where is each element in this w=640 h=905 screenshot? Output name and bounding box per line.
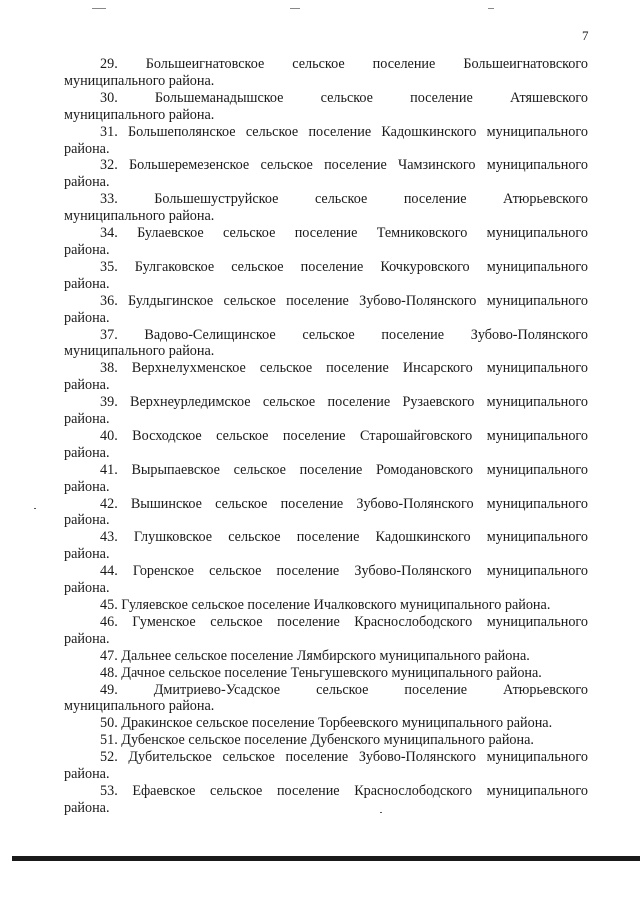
list-item-word: поселение <box>300 258 364 275</box>
list-item-line <box>64 259 588 276</box>
list-item-continuation: муниципального района. <box>64 72 215 89</box>
list-item-word: Большеполянское <box>128 123 236 140</box>
list-item-number: 42. <box>100 495 118 512</box>
list-item-word: поселение <box>294 225 358 242</box>
list-item-continuation: муниципального района. <box>64 106 215 123</box>
list-item-line <box>64 563 588 580</box>
list-item-line <box>64 783 588 800</box>
list-item-word: Ромодановского <box>376 461 474 478</box>
list-item-line <box>64 157 588 174</box>
list-item-word: Гуменское <box>132 613 196 630</box>
list-item-continuation: района. <box>64 377 110 394</box>
list-item <box>64 529 588 563</box>
list-item-word: сельское <box>314 191 368 208</box>
list-item <box>64 394 588 428</box>
list-item-word: Зубово-Полянского <box>354 563 472 580</box>
list-item-number: 39. <box>100 394 118 411</box>
list-item-word: сельское <box>262 394 316 411</box>
list-item-word: сельское <box>260 157 313 174</box>
list-item <box>64 563 588 597</box>
list-item-word: муниципального <box>486 394 588 411</box>
list-item-continuation: муниципального района. <box>64 208 215 225</box>
list-item-word: поселение <box>327 394 391 411</box>
list-item-continuation: района. <box>64 309 110 326</box>
list-item-word: Большешуструйское <box>154 191 279 208</box>
list-item-text: 45. Гуляевское сельское поселение Ичалковского муниципального района. <box>100 597 551 613</box>
list-item-word: Старошайговского <box>360 427 473 444</box>
list-item-word: муниципального <box>486 292 588 309</box>
list-item-word: муниципального <box>486 427 588 444</box>
list-item-word: Дмитриево-Усадское <box>153 681 281 698</box>
list-item-word: сельское <box>210 782 263 799</box>
list-item-number: 36. <box>100 292 118 309</box>
list-item <box>64 56 588 90</box>
list-item-text: 50. Дракинское сельское поселение Торбеевского муниципального района. <box>100 715 553 732</box>
list-item-line <box>64 360 588 377</box>
list-item-continuation: муниципального района. <box>64 343 215 360</box>
list-item <box>64 597 588 614</box>
list-item-word: муниципального <box>486 157 588 174</box>
list-item-word: муниципального <box>486 749 588 766</box>
list-item <box>64 293 588 327</box>
list-item-number: 34. <box>100 225 118 242</box>
list-item-word: поселение <box>372 56 436 72</box>
list-item-word: поселение <box>277 613 340 630</box>
list-item-word: Булаевское <box>137 225 204 242</box>
list-item-line <box>64 90 588 107</box>
list-item <box>64 614 588 648</box>
list-item-line <box>64 529 588 546</box>
list-item-word: Вышинское <box>130 495 202 512</box>
list-item-word: Рузаевского <box>402 394 475 411</box>
list-item-continuation: района. <box>64 766 110 783</box>
list-item <box>64 462 588 496</box>
list-item-line <box>64 682 588 699</box>
list-item-word: Инсарского <box>402 360 473 377</box>
list-item <box>64 648 588 665</box>
list-item-text: 47. Дальнее сельское поселение Лямбирского муниципального района. <box>100 647 530 664</box>
list-item-number: 49. <box>100 681 118 698</box>
list-item-word: сельское <box>316 681 369 698</box>
list-item-word: Горенское <box>132 563 194 580</box>
list-item-number: 40. <box>100 427 118 444</box>
list-item-word: поселение <box>410 89 473 106</box>
list-item-word: сельское <box>209 563 262 580</box>
list-item-number: 35. <box>100 258 118 275</box>
list-item-word: Зубово-Полянского <box>356 495 474 512</box>
list-item-word: Темниковского <box>376 225 468 242</box>
list-item-word: Глушковское <box>133 529 213 546</box>
list-item-line <box>64 124 588 141</box>
list-item-word: муниципального <box>486 563 588 580</box>
list-item-continuation: района. <box>64 580 110 597</box>
list-item-number: 46. <box>100 613 118 630</box>
page-number: 7 <box>582 28 589 43</box>
scan-artifact-mark <box>92 8 106 9</box>
list-item-number: 31. <box>100 123 118 140</box>
list-item <box>64 715 588 732</box>
settlement-list <box>64 56 588 817</box>
list-item <box>64 665 588 682</box>
list-item-word: муниципального <box>486 529 588 546</box>
list-item-word: сельское <box>231 258 284 275</box>
list-item-word: Кадошкинского <box>381 123 477 140</box>
list-item-word: поселение <box>282 427 346 444</box>
list-item-word: Кочкуровского <box>380 258 470 275</box>
list-item-word: поселение <box>299 461 363 478</box>
list-item-word: сельское <box>216 427 269 444</box>
list-item <box>64 124 588 158</box>
list-item-continuation: района. <box>64 444 110 461</box>
list-item <box>64 783 588 817</box>
list-item-continuation: района. <box>64 174 110 191</box>
list-item-word: Большеигнатовское <box>145 56 265 72</box>
list-item-word: поселение <box>276 782 340 799</box>
list-item-word: сельское <box>215 495 268 512</box>
list-item-continuation: района. <box>64 140 110 157</box>
list-item-word: муниципального <box>486 613 588 630</box>
list-item-word: поселение <box>276 563 340 580</box>
list-item-continuation: района. <box>64 241 110 258</box>
list-item-word: сельское <box>259 360 313 377</box>
list-item-word: поселение <box>381 326 445 343</box>
list-item-word: сельское <box>292 56 345 72</box>
list-item-word: Атюрьевского <box>503 191 588 208</box>
list-item-word: Кадошкинского <box>375 529 471 546</box>
scan-artifact-mark <box>290 8 300 9</box>
list-item <box>64 259 588 293</box>
list-item-number: 29. <box>100 56 118 72</box>
list-item-number: 43. <box>100 529 118 546</box>
list-item-word: поселение <box>404 681 468 698</box>
scan-speck <box>380 812 382 813</box>
list-item-word: Атяшевского <box>509 89 588 106</box>
list-item-word: поселение <box>296 529 360 546</box>
list-item-line <box>64 614 588 631</box>
list-item-word: Большеигнатовского <box>463 56 588 72</box>
list-item-continuation: района. <box>64 799 110 816</box>
list-item-word: Верхнеурледимское <box>130 394 251 411</box>
list-item <box>64 496 588 530</box>
list-item-line <box>64 225 588 242</box>
list-item-number: 37. <box>100 326 118 343</box>
list-item-text: 51. Дубенское сельское поселение Дубенского муниципального района. <box>100 732 534 749</box>
list-item-word: поселение <box>403 191 467 208</box>
list-item-continuation: района. <box>64 275 110 292</box>
list-item-word: Верхнелухменское <box>131 360 246 377</box>
list-item <box>64 428 588 462</box>
list-item <box>64 157 588 191</box>
list-item-line <box>64 327 588 344</box>
list-item-line <box>64 496 588 513</box>
list-item-line <box>64 749 588 766</box>
list-item-word: Восходское <box>132 427 202 444</box>
list-item-word: Вырыпаевское <box>131 461 220 478</box>
list-item-continuation: района. <box>64 512 110 529</box>
list-item-word: сельское <box>320 89 373 106</box>
list-item-number: 38. <box>100 360 118 377</box>
list-item-text: 48. Дачное сельское поселение Теньгушевского муниципального района. <box>100 664 542 681</box>
list-item-word: муниципального <box>486 258 588 275</box>
list-item <box>64 327 588 361</box>
scan-artifact-mark <box>488 8 494 9</box>
list-item-word: муниципального <box>486 225 588 242</box>
list-item <box>64 191 588 225</box>
list-item <box>64 732 588 749</box>
list-item-line <box>64 462 588 479</box>
list-item-continuation: района. <box>64 478 110 495</box>
list-item-continuation: района. <box>64 546 110 563</box>
scan-speck <box>34 508 36 509</box>
list-item-word: сельское <box>302 326 355 343</box>
list-item-word: поселение <box>286 292 349 309</box>
list-item-word: муниципального <box>486 461 588 478</box>
list-item-word: поселение <box>326 360 389 377</box>
list-item-word: муниципального <box>486 360 588 377</box>
list-item-word: сельское <box>228 529 281 546</box>
list-item-word: Краснослободского <box>354 613 473 630</box>
list-item-word: Вадово-Селищинское <box>144 326 276 343</box>
list-item-word: сельское <box>245 123 299 140</box>
list-item-word: муниципального <box>486 782 588 799</box>
list-item-word: сельское <box>222 749 275 766</box>
list-item-number: 32. <box>100 157 118 174</box>
list-item-continuation: района. <box>64 630 110 647</box>
list-item-line <box>64 293 588 310</box>
list-item-word: сельское <box>233 461 286 478</box>
list-item-word: Большеманадышское <box>154 89 284 106</box>
list-item-word: Чамзинского <box>398 157 476 174</box>
list-item-word: Зубово-Полянского <box>358 749 477 766</box>
list-item-line <box>64 428 588 445</box>
list-item-word: муниципального <box>486 495 588 512</box>
list-item-number: 30. <box>100 89 118 106</box>
list-item-word: поселение <box>285 749 349 766</box>
list-item-word: Зубово-Полянского <box>470 326 588 343</box>
list-item-word: Атюрьевского <box>503 681 588 698</box>
list-item-word: сельское <box>223 225 276 242</box>
list-item-number: 44. <box>100 563 118 580</box>
list-item-number: 52. <box>100 749 118 766</box>
bottom-border-rule <box>12 856 640 861</box>
list-item-word: Краснослободского <box>354 782 473 799</box>
list-item-continuation: муниципального района. <box>64 698 215 715</box>
list-item-word: сельское <box>210 613 263 630</box>
list-item <box>64 749 588 783</box>
list-item-line <box>64 394 588 411</box>
list-item-number: 33. <box>100 191 118 208</box>
list-item-number: 53. <box>100 782 118 799</box>
list-item-word: Булгаковское <box>134 258 215 275</box>
list-item <box>64 225 588 259</box>
list-item <box>64 682 588 716</box>
list-item-word: поселение <box>280 495 344 512</box>
list-item-word: Большеремезенское <box>129 157 250 174</box>
list-item-word: поселение <box>308 123 372 140</box>
list-item-word: сельское <box>223 292 276 309</box>
list-item-number: 41. <box>100 461 118 478</box>
list-item-word: поселение <box>324 157 387 174</box>
list-item-word: Булдыгинское <box>128 292 214 309</box>
list-item-word: Зубово-Полянского <box>359 292 477 309</box>
list-item <box>64 360 588 394</box>
list-item-word: муниципального <box>486 123 588 140</box>
list-item-continuation: района. <box>64 411 110 428</box>
list-item <box>64 90 588 124</box>
list-item-line <box>64 56 588 73</box>
list-item-word: Ефаевское <box>132 782 196 799</box>
list-item-word: Дубительское <box>128 749 212 766</box>
list-item-line <box>64 191 588 208</box>
